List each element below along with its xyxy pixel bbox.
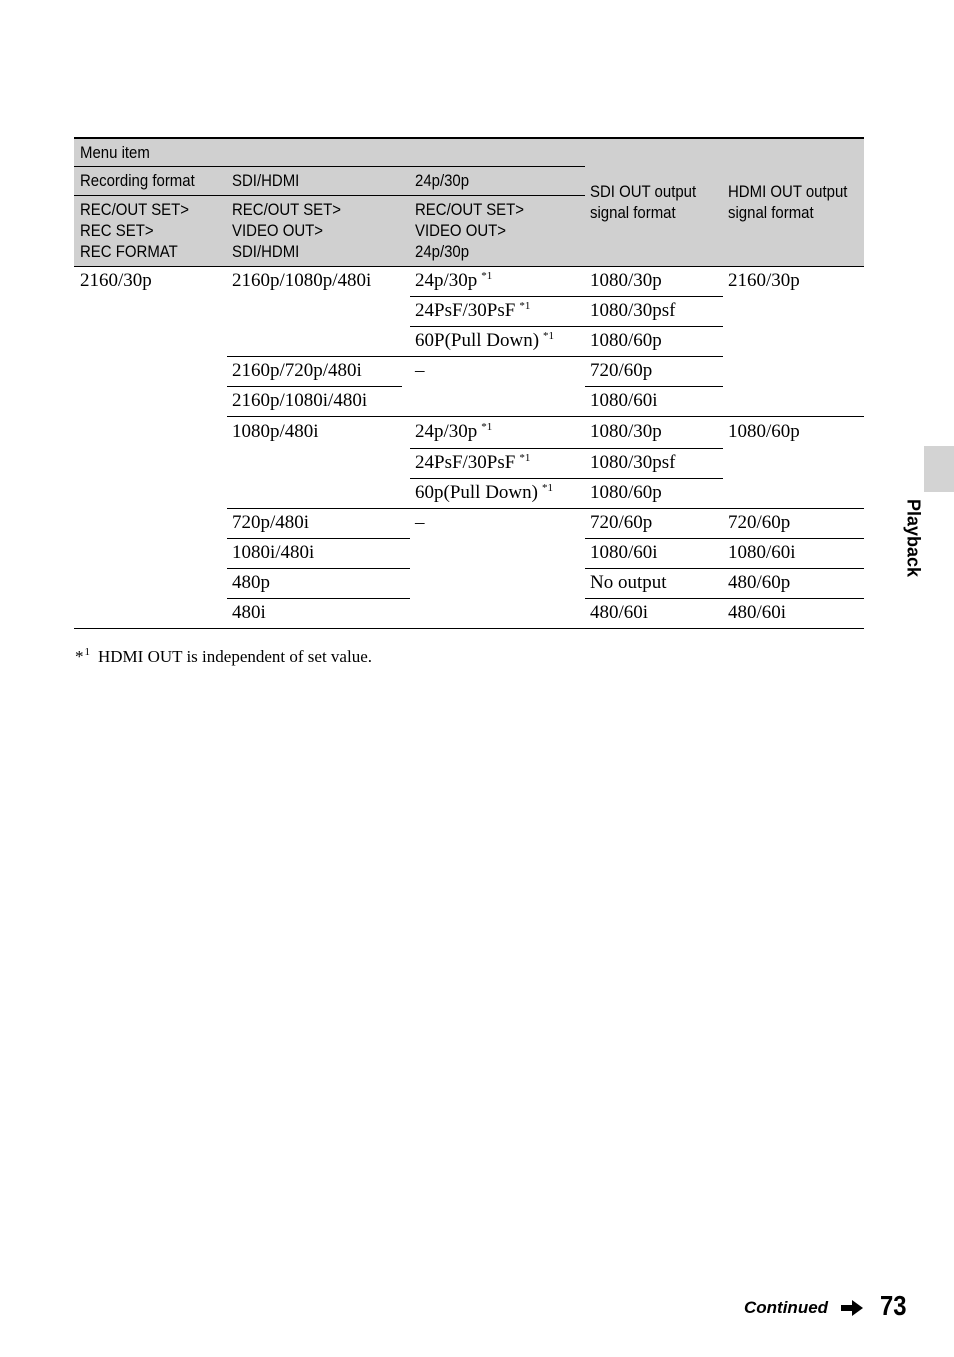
cell-sdi-out: 1080/60i	[590, 542, 658, 563]
cell-hdmi-out: 2160/30p	[728, 270, 800, 291]
rule	[585, 538, 864, 539]
cell-sdi-hdmi: 2160p/720p/480i	[232, 360, 362, 381]
rule	[74, 166, 585, 167]
cell-24p-30p: –	[415, 512, 425, 533]
cell-sdi-out: 1080/30psf	[590, 300, 676, 321]
cell-hdmi-out: 480/60p	[728, 572, 791, 593]
cell-24p-30p	[415, 300, 530, 322]
continued-label: Continued	[744, 1298, 829, 1317]
rule	[74, 628, 864, 629]
cell-24p-30p	[415, 421, 492, 443]
rule	[227, 416, 864, 417]
cell-sdi-hdmi: 2160p/1080p/480i	[232, 270, 372, 291]
cell-sdi-hdmi: 720p/480i	[232, 512, 310, 533]
cell-sdi-out: 1080/30p	[590, 421, 662, 442]
cell-sdi-out: 480/60i	[590, 602, 649, 623]
footnote-ref: *1	[481, 420, 493, 433]
footnote-number: 1	[84, 646, 90, 659]
footnote-mark: *	[75, 647, 84, 666]
rule	[227, 508, 864, 509]
rule	[74, 137, 864, 139]
rule	[585, 598, 864, 599]
rule	[227, 538, 410, 539]
cell-text: 60P(Pull Down)	[415, 330, 540, 351]
cell-24p-30p	[415, 330, 554, 352]
header-path-sdi-hdmi: REC/OUT SET> VIDEO OUT> SDI/HDMI	[232, 200, 342, 261]
cell-text: 24PsF/30PsF	[415, 300, 516, 321]
footnote	[75, 646, 372, 668]
rule	[74, 195, 585, 196]
header-recording-format: Recording format	[80, 171, 195, 190]
cell-sdi-out: No output	[590, 572, 667, 593]
rule	[410, 326, 723, 327]
rule	[74, 266, 864, 267]
footnote-ref: *1	[519, 299, 531, 312]
cell-hdmi-out: 1080/60i	[728, 542, 796, 563]
cell-text: 60p(Pull Down)	[415, 482, 538, 503]
rule	[585, 568, 864, 569]
footnote-ref: *1	[541, 481, 553, 494]
right-arrow-icon	[841, 1300, 863, 1316]
header-24p-30p: 24p/30p	[415, 171, 470, 190]
page-number: 73	[880, 1290, 907, 1321]
cell-sdi-hdmi: 480i	[232, 602, 266, 623]
cell-sdi-out: 1080/30psf	[590, 452, 676, 473]
footnote-text: HDMI OUT is independent of set value.	[98, 647, 372, 666]
cell-hdmi-out: 1080/60p	[728, 421, 800, 442]
cell-24p-30p	[415, 270, 492, 292]
header-menu-item: Menu item	[80, 143, 150, 162]
cell-text: 24p/30p	[415, 421, 478, 442]
cell-sdi-hdmi: 1080i/480i	[232, 542, 315, 563]
footnote-ref: *1	[543, 329, 555, 342]
cell-sdi-hdmi: 480p	[232, 572, 270, 593]
cell-sdi-out: 1080/60i	[590, 390, 658, 411]
cell-24p-30p	[415, 452, 530, 474]
cell-sdi-out: 720/60p	[590, 512, 653, 533]
side-tab-marker	[924, 446, 954, 492]
cell-text: 24PsF/30PsF	[415, 452, 516, 473]
rule	[410, 448, 723, 449]
rule	[227, 568, 410, 569]
rule	[410, 296, 723, 297]
footnote-ref: *1	[481, 269, 493, 282]
header-path-24p-30p: REC/OUT SET> VIDEO OUT> 24p/30p	[415, 200, 525, 261]
cell-hdmi-out: 720/60p	[728, 512, 791, 533]
footnote-ref: *1	[519, 451, 531, 464]
cell-24p-30p	[415, 482, 553, 504]
side-tab-label: Playback	[903, 498, 924, 578]
cell-sdi-hdmi: 2160p/1080i/480i	[232, 390, 368, 411]
cell-sdi-out: 1080/30p	[590, 270, 662, 291]
cell-sdi-out: 1080/60p	[590, 482, 662, 503]
cell-24p-30p: –	[415, 360, 425, 381]
signal-format-table	[0, 0, 954, 640]
cell-sdi-hdmi: 1080p/480i	[232, 421, 319, 442]
cell-hdmi-out: 480/60i	[728, 602, 787, 623]
cell-sdi-out: 720/60p	[590, 360, 653, 381]
header-sdi-hdmi: SDI/HDMI	[232, 171, 300, 190]
rule	[227, 356, 723, 357]
header-path-rec-format: REC/OUT SET> REC SET> REC FORMAT	[80, 200, 190, 261]
cell-recording-format: 2160/30p	[80, 270, 152, 291]
rule	[227, 386, 402, 387]
header-hdmi-out-format: HDMI OUT output signal format	[728, 182, 848, 222]
rule	[585, 386, 723, 387]
cell-sdi-out: 1080/60p	[590, 330, 662, 351]
rule	[227, 598, 410, 599]
cell-text: 24p/30p	[415, 270, 478, 291]
rule	[410, 478, 723, 479]
header-sdi-out-format: SDI OUT output signal format	[590, 182, 697, 222]
